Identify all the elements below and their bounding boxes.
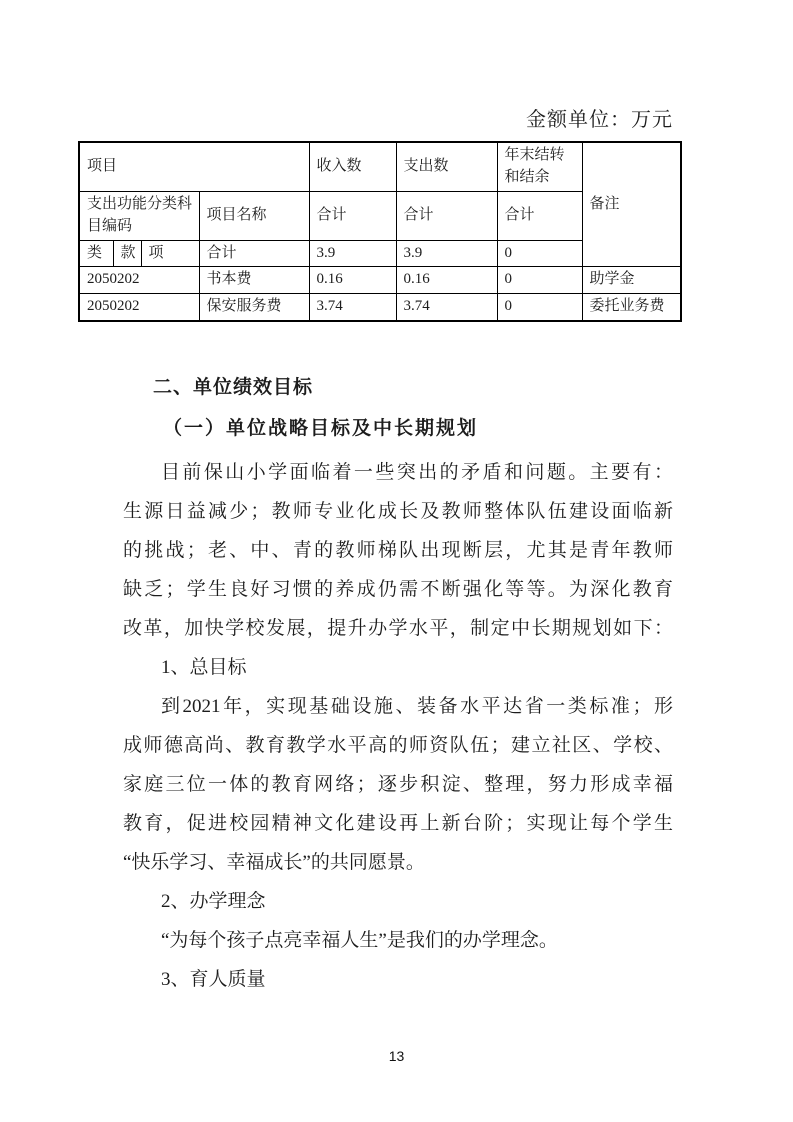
cell-total-name: 合计 bbox=[199, 240, 309, 267]
header-cell-total-carryover: 合计 bbox=[497, 191, 582, 240]
table-row bbox=[79, 142, 681, 191]
section-heading: 二、单位绩效目标 bbox=[153, 376, 314, 398]
text-line: 3、育人质量 bbox=[161, 968, 266, 990]
cell-expense: 3.74 bbox=[396, 294, 497, 321]
cell-carryover: 0 bbox=[497, 267, 582, 294]
header-cell-code: 支出功能分类科目编码 bbox=[79, 191, 199, 240]
text-line: 家庭三位一体的教育网络；逐步积淀、整理，努力形成幸福 bbox=[123, 773, 673, 795]
cell-income: 3.74 bbox=[309, 294, 396, 321]
cell-code: 2050202 bbox=[79, 294, 199, 321]
text-line: 生源日益减少；教师专业化成长及教师整体队伍建设面临新 bbox=[123, 500, 673, 522]
text-line: “为每个孩子点亮幸福人生”是我们的办学理念。 bbox=[161, 929, 558, 951]
header-cell-expense: 支出数 bbox=[396, 142, 497, 191]
header-cell-total-income: 合计 bbox=[309, 191, 396, 240]
cell-code: 2050202 bbox=[79, 267, 199, 294]
header-cell-income: 收入数 bbox=[309, 142, 396, 191]
list-item-education-quality bbox=[123, 960, 673, 999]
text-line: 1、总目标 bbox=[161, 656, 247, 678]
budget-table bbox=[78, 141, 682, 322]
header-cell-name: 项目名称 bbox=[199, 191, 309, 240]
header-cell-project: 项目 bbox=[79, 142, 309, 191]
text-line: 缺乏；学生良好习惯的养成仍需不断强化等等。为深化教育 bbox=[123, 578, 673, 600]
text-line: 到2021年，实现基础设施、装备水平达省一类标准；形 bbox=[161, 695, 673, 717]
text-line: 2、办学理念 bbox=[161, 890, 266, 912]
subsection-heading: （一）单位战略目标及中长期规划 bbox=[163, 417, 479, 439]
table-row bbox=[79, 294, 681, 321]
paragraph-problems bbox=[123, 453, 673, 648]
header-cell-total-expense: 合计 bbox=[396, 191, 497, 240]
cell-expense: 0.16 bbox=[396, 267, 497, 294]
cell-total-carryover: 0 bbox=[497, 240, 582, 267]
header-cell-section: 款 bbox=[113, 240, 141, 267]
paragraph-goal-detail bbox=[123, 687, 673, 882]
list-item-philosophy bbox=[123, 882, 673, 921]
paragraph-philosophy-detail bbox=[123, 921, 673, 960]
header-cell-carryover bbox=[497, 142, 582, 191]
header-cell-item: 项 bbox=[141, 240, 199, 267]
cell-remark: 助学金 bbox=[582, 267, 681, 294]
header-cell-class: 类 bbox=[79, 240, 113, 267]
carryover-label: 年末结转和结余 bbox=[504, 147, 565, 185]
text-line: 的挑战；老、中、青的教师梯队出现断层，尤其是青年教师 bbox=[123, 539, 673, 561]
page-number: 13 bbox=[388, 1048, 405, 1064]
cell-remark: 委托业务费 bbox=[582, 294, 681, 321]
cell-carryover: 0 bbox=[497, 294, 582, 321]
text-line: 改革，加快学校发展，提升办学水平，制定中长期规划如下： bbox=[123, 617, 673, 639]
cell-name: 书本费 bbox=[199, 267, 309, 294]
cell-total-expense: 3.9 bbox=[396, 240, 497, 267]
text-line: 教育，促进校园精神文化建设再上新台阶；实现让每个学生 bbox=[123, 812, 673, 834]
text-line: “快乐学习、幸福成长”的共同愿景。 bbox=[123, 851, 425, 873]
cell-total-income: 3.9 bbox=[309, 240, 396, 267]
cell-income: 0.16 bbox=[309, 267, 396, 294]
header-cell-remark: 备注 bbox=[582, 142, 681, 267]
table-row bbox=[79, 267, 681, 294]
amount-unit-label: 金额单位：万元 bbox=[526, 109, 673, 131]
cell-name: 保安服务费 bbox=[199, 294, 309, 321]
text-line: 成师德高尚、教育教学水平高的师资队伍；建立社区、学校、 bbox=[123, 734, 673, 756]
list-item-overall-goal bbox=[123, 648, 673, 687]
body-text bbox=[123, 453, 673, 999]
text-line: 目前保山小学面临着一些突出的矛盾和问题。主要有： bbox=[161, 461, 673, 483]
